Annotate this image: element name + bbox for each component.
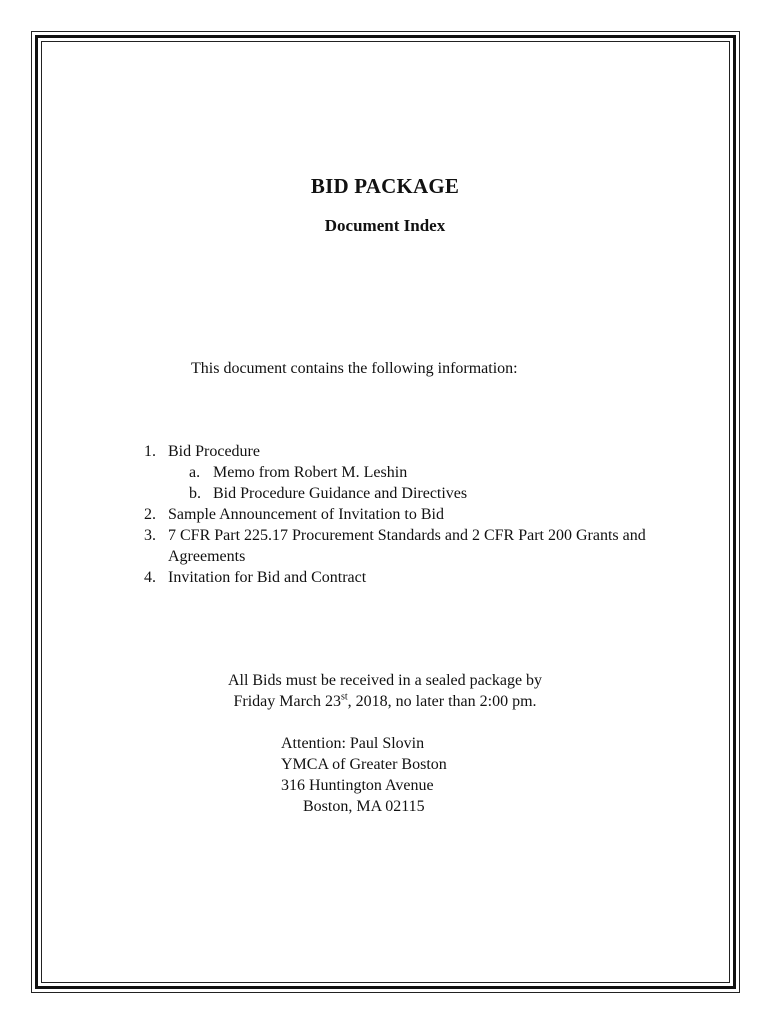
list-item: [144, 441, 646, 462]
list-item: [144, 567, 646, 588]
item-label: Invitation for Bid and Contract: [168, 569, 367, 586]
item-letter: a.: [189, 464, 201, 481]
item-label: Bid Procedure Guidance and Directives: [213, 485, 468, 502]
list-subitem: [144, 462, 646, 483]
notice-line-2: [0, 691, 770, 712]
item-number: 4.: [144, 569, 156, 586]
mailing-address: [281, 733, 447, 817]
item-letter: b.: [189, 485, 201, 502]
item-label: Sample Announcement of Invitation to Bid: [168, 506, 444, 523]
notice-time: , 2018, no later than 2:00 pm.: [347, 693, 537, 710]
item-label: Bid Procedure: [168, 443, 260, 460]
organization-line: YMCA of Greater Boston: [281, 756, 447, 773]
street-line: 316 Huntington Avenue: [281, 777, 434, 794]
list-item: [144, 504, 646, 525]
list-subitem: [144, 483, 646, 504]
document-index-list: [144, 441, 646, 588]
item-number: 3.: [144, 527, 156, 544]
date-ordinal-suffix: st: [341, 691, 348, 703]
notice-line-1: All Bids must be received in a sealed package by: [227, 672, 543, 689]
list-item-continuation: Agreements: [168, 548, 246, 565]
document-title: BID PACKAGE: [310, 174, 460, 198]
document-subtitle: Document Index: [324, 216, 446, 235]
item-number: 1.: [144, 443, 156, 460]
attention-line: Attention: Paul Slovin: [281, 735, 425, 752]
city-line: Boston, MA 02115: [303, 798, 425, 815]
bid-deadline-notice: [0, 670, 770, 712]
list-item: [144, 525, 646, 546]
item-label: Memo from Robert M. Leshin: [213, 464, 408, 481]
item-label: 7 CFR Part 225.17 Procurement Standards and 2 CFR Part 200 Grants and: [168, 527, 646, 544]
notice-date: Friday March 23: [233, 693, 341, 710]
intro-text: This document contains the following information:: [191, 360, 518, 377]
item-number: 2.: [144, 506, 156, 523]
